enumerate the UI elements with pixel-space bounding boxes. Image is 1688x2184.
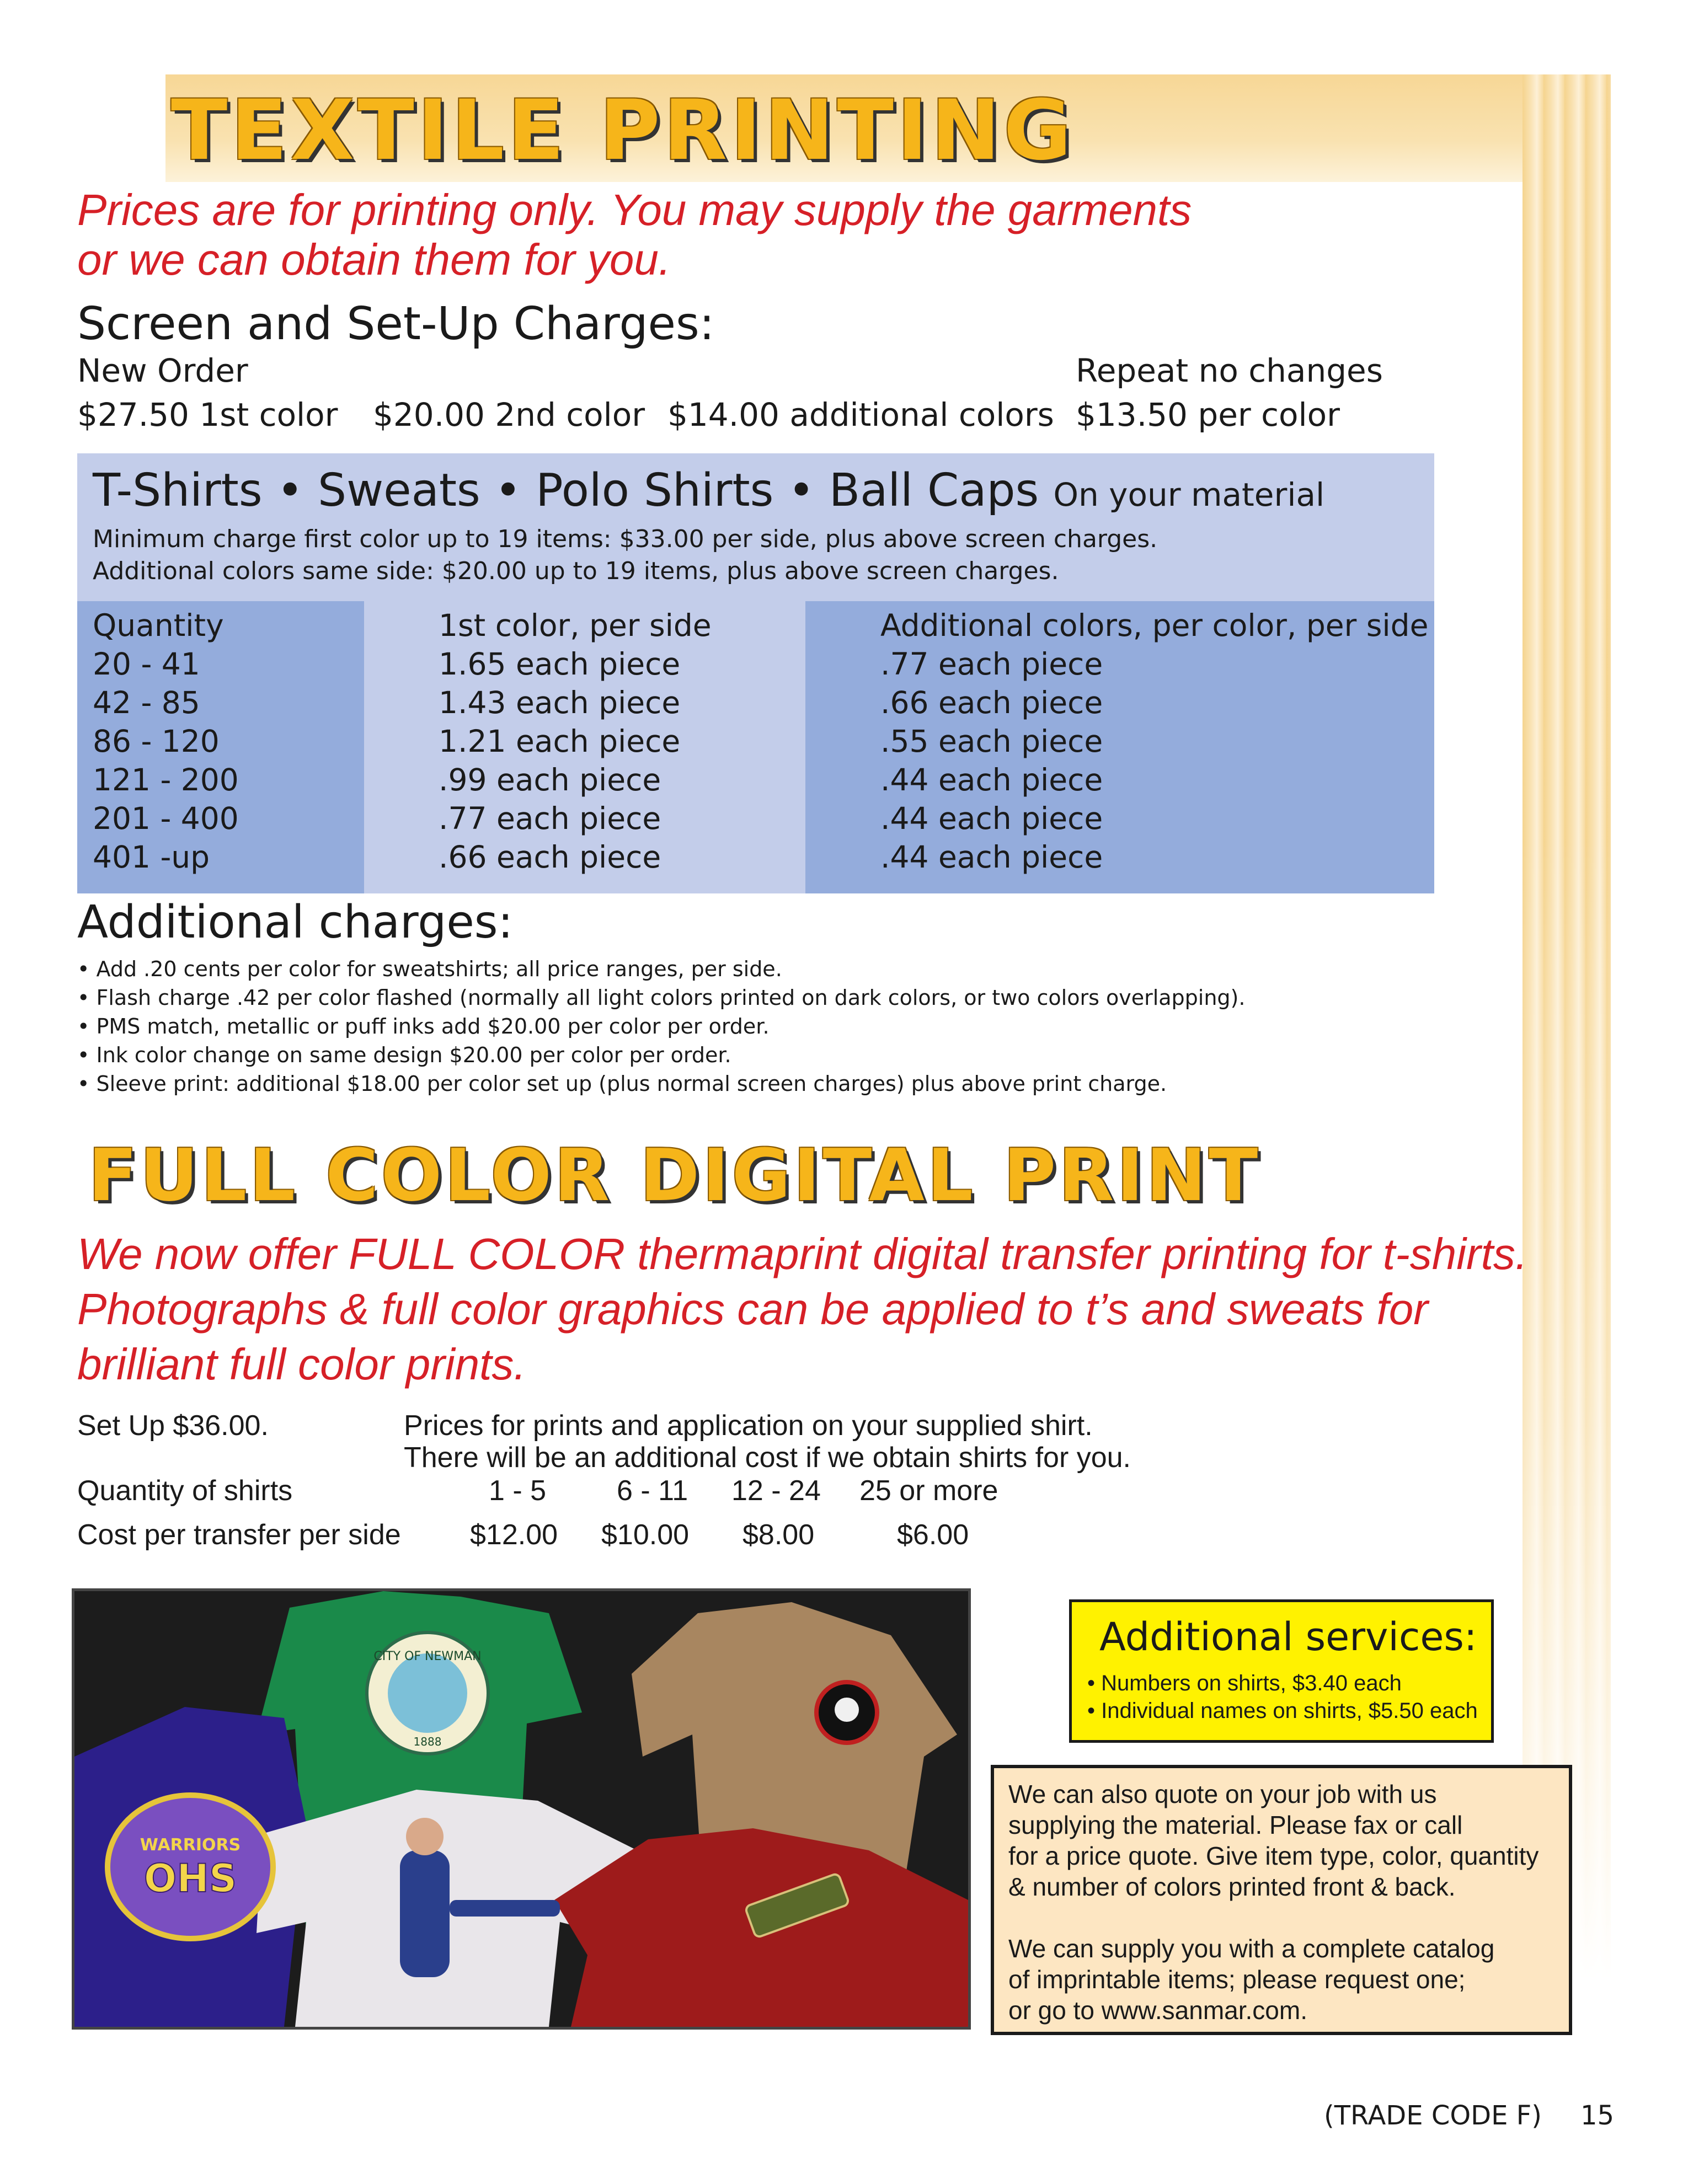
man-head xyxy=(406,1818,444,1855)
table-cell-first-color: .66 each piece xyxy=(439,839,661,875)
decorative-frame-right xyxy=(1523,74,1611,1983)
cost-value: $6.00 xyxy=(897,1519,969,1551)
digital-prices-note2: There will be an additional cost if we obtain shirts for you. xyxy=(404,1442,1131,1474)
price-box-heading-suffix: On your material xyxy=(1053,476,1325,513)
textile-intro-line1: Prices are for printing only. You may supply the garments xyxy=(77,185,1192,234)
table-cell-first-color: 1.65 each piece xyxy=(439,646,681,682)
charge-additional-colors: $14.00 additional colors xyxy=(667,396,1054,433)
quantity-range: 6 - 11 xyxy=(617,1475,688,1507)
seal-year: 1888 xyxy=(413,1735,442,1748)
table-cell-quantity: 201 - 400 xyxy=(93,801,239,836)
additional-services-box xyxy=(1069,1599,1494,1743)
additional-services-heading: Additional services: xyxy=(1099,1614,1477,1660)
additional-charges-heading: Additional charges: xyxy=(77,896,514,949)
table-cell-quantity: 20 - 41 xyxy=(93,646,200,682)
charge-second-color: $20.00 2nd color xyxy=(373,396,645,433)
quote-line: We can supply you with a complete catalog xyxy=(1008,1934,1495,1963)
list-item: • Numbers on shirts, $3.40 each xyxy=(1087,1671,1402,1695)
printed-shirts-photo xyxy=(72,1588,971,2030)
setup-charges-heading: Screen and Set-Up Charges: xyxy=(77,298,715,350)
quote-info-box xyxy=(991,1765,1572,2035)
table-cell-first-color: .77 each piece xyxy=(439,801,661,836)
skull-icon xyxy=(835,1698,859,1722)
list-item: • Individual names on shirts, $5.50 each xyxy=(1087,1699,1478,1723)
cost-value: $10.00 xyxy=(601,1519,690,1551)
quote-line: of imprintable items; please request one; xyxy=(1008,1965,1466,1994)
repeat-label: Repeat no changes xyxy=(1076,352,1383,389)
table-cell-quantity: 121 - 200 xyxy=(93,762,239,797)
digital-intro-line2: Photographs & full color graphics can be applied to t’s and sweats for xyxy=(77,1284,1428,1334)
list-item: • Sleeve print: additional $18.00 per color set up (plus normal screen charges) plus above print charge. xyxy=(77,1072,1167,1096)
man-photo-print xyxy=(400,1850,450,1977)
table-cell-quantity: 401 -up xyxy=(93,839,210,875)
new-order-label: New Order xyxy=(77,352,248,389)
cost-value: $12.00 xyxy=(470,1519,558,1551)
quote-line: or go to www.sanmar.com. xyxy=(1008,1996,1307,2025)
quantity-range: 1 - 5 xyxy=(489,1475,547,1507)
quote-line: for a price quote. Give item type, color, quantity xyxy=(1008,1842,1539,1870)
price-box-note1: Minimum charge first color up to 19 items: $33.00 per side, plus above screen charges. xyxy=(93,525,1158,553)
quantity-of-shirts-label: Quantity of shirts xyxy=(77,1475,293,1507)
quantity-range: 12 - 24 xyxy=(731,1475,821,1507)
charge-repeat-per-color: $13.50 per color xyxy=(1076,396,1340,433)
table-cell-first-color: 1.43 each piece xyxy=(439,685,681,720)
warriors-text: WARRIORS xyxy=(140,1835,241,1855)
cost-per-transfer-label: Cost per transfer per side xyxy=(77,1519,401,1551)
table-header-first-color: 1st color, per side xyxy=(439,608,712,643)
list-item: • Ink color change on same design $20.00 per color per order. xyxy=(77,1043,731,1067)
table-cell-additional: .55 each piece xyxy=(880,724,1103,759)
textile-intro-line2: or we can obtain them for you. xyxy=(77,235,671,284)
digital-print-title: FULL COLOR DIGITAL PRINT xyxy=(88,1133,1261,1217)
digital-intro-line1: We now offer FULL COLOR thermaprint digital transfer printing for t-shirts. xyxy=(77,1229,1528,1278)
digital-prices-note1: Prices for prints and application on your supplied shirt. xyxy=(404,1410,1093,1442)
list-item: • PMS match, metallic or puff inks add $20.00 per color per order. xyxy=(77,1014,770,1039)
man-arm xyxy=(450,1900,560,1917)
table-cell-additional: .44 each piece xyxy=(880,762,1103,797)
table-cell-additional: .44 each piece xyxy=(880,839,1103,875)
shirts-illustration xyxy=(74,1591,968,2027)
quantity-range: 25 or more xyxy=(859,1475,998,1507)
table-header-additional: Additional colors, per color, per side xyxy=(880,608,1429,643)
trade-code: (TRADE CODE F) xyxy=(1324,2100,1542,2131)
table-cell-additional: .66 each piece xyxy=(880,685,1103,720)
textile-printing-title: TEXTILE PRINTING xyxy=(171,83,1075,179)
price-box-note2: Additional colors same side: $20.00 up to 19 items, plus above screen charges. xyxy=(93,557,1059,585)
cost-value: $8.00 xyxy=(742,1519,815,1551)
table-cell-additional: .44 each piece xyxy=(880,801,1103,836)
digital-setup-label: Set Up $36.00. xyxy=(77,1410,269,1442)
table-cell-quantity: 42 - 85 xyxy=(93,685,200,720)
table-cell-first-color: 1.21 each piece xyxy=(439,724,681,759)
charge-first-color: $27.50 1st color xyxy=(77,396,338,433)
table-cell-quantity: 86 - 120 xyxy=(93,724,220,759)
table-header-quantity: Quantity xyxy=(93,608,224,643)
price-box-heading-main: T-Shirts • Sweats • Polo Shirts • Ball Caps xyxy=(93,464,1039,517)
quote-line: & number of colors printed front & back. xyxy=(1008,1872,1456,1901)
seal-text: CITY OF NEWMAN xyxy=(373,1650,482,1663)
list-item: • Add .20 cents per color for sweatshirts; all price ranges, per side. xyxy=(77,957,782,981)
page-number: 15 xyxy=(1580,2100,1615,2131)
table-cell-first-color: .99 each piece xyxy=(439,762,661,797)
quote-line: supplying the material. Please fax or call xyxy=(1008,1811,1463,1839)
digital-intro-line3: brilliant full color prints. xyxy=(77,1340,526,1389)
table-cell-additional: .77 each piece xyxy=(880,646,1103,682)
price-box-heading xyxy=(93,464,1324,517)
ohs-text: OHS xyxy=(143,1856,237,1901)
list-item: • Flash charge .42 per color flashed (normally all light colors printed on dark colors, or two colors overlapping). xyxy=(77,986,1246,1010)
quote-line: We can also quote on your job with us xyxy=(1008,1780,1437,1808)
city-seal-inner xyxy=(388,1653,467,1733)
